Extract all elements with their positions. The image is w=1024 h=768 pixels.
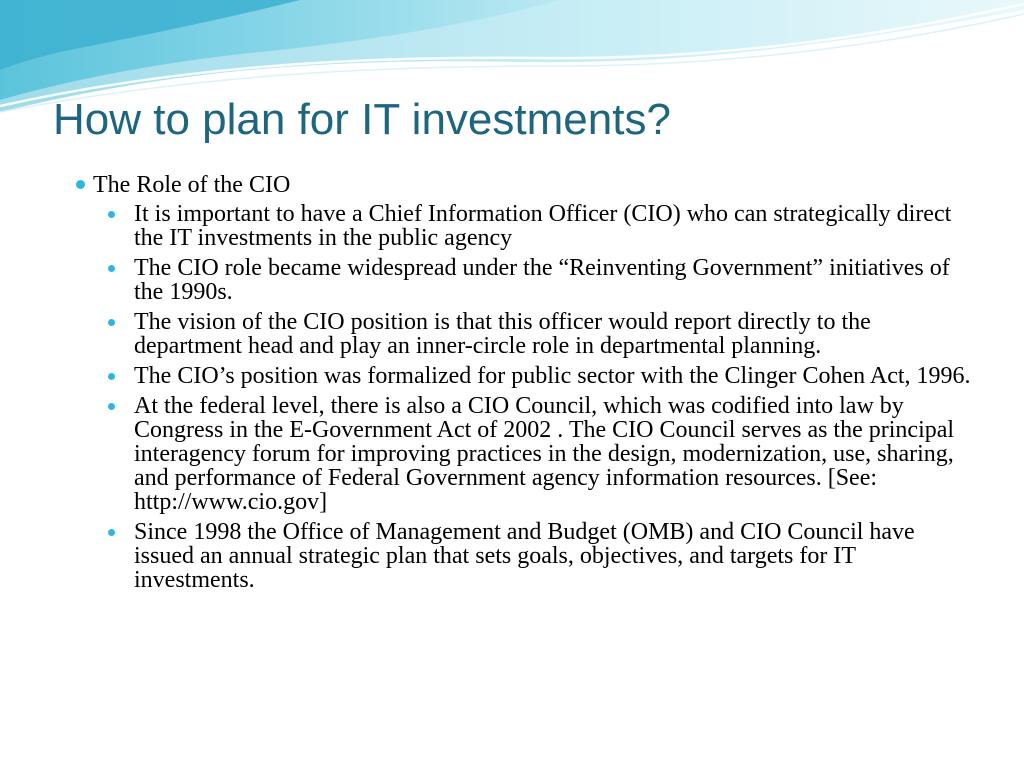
bullet-icon [108,319,115,326]
bullet-icon [108,211,115,218]
bullet-icon [108,265,115,272]
bullet-icon [108,529,115,536]
bullet-icon [108,403,115,410]
sub-bullet-item [134,364,978,388]
slide-body [78,170,978,598]
sub-bullet-text: At the federal level, there is also a CIO Council, which was codified into law by Congress in the E-Government Act of 2002 . The CIO Council serves as the principal interagency forum for improving practices in the design, modernization, use, sharing, and performance of Federal Government agency information resources. [See: http://www.cio.gov] [134,393,955,515]
sub-bullet-item [134,394,978,514]
bullet-icon [108,373,115,380]
bullet-text: The Role of the CIO [93,172,291,198]
sub-bullet-item [134,202,978,250]
sub-bullet-text: The CIO’s position was formalized for public sector with the Clinger Cohen Act, 1996. [134,363,971,389]
sub-bullet-text: It is important to have a Chief Information Officer (CIO) who can strategically direct the IT investments in the public agency [134,201,952,251]
sub-bullet-item [134,520,978,592]
sub-bullet-item [134,310,978,358]
sub-bullet-text: The vision of the CIO position is that this officer would report directly to the department head and play an inner-circle role in departmental planning. [134,309,871,359]
bullet-icon [76,180,85,189]
sub-bullet-text: The CIO role became widespread under the “Reinventing Government” initiatives of the 1990s. [134,255,950,305]
sub-bullet-item [134,256,978,304]
bullet-role-of-cio [78,170,978,200]
sub-bullet-list [78,202,978,592]
sub-bullet-text: Since 1998 the Office of Management and Budget (OMB) and CIO Council have issued an annual strategic plan that sets goals, objectives, and targets for IT investments. [134,519,915,593]
slide-title: How to plan for IT investments? [53,95,671,144]
